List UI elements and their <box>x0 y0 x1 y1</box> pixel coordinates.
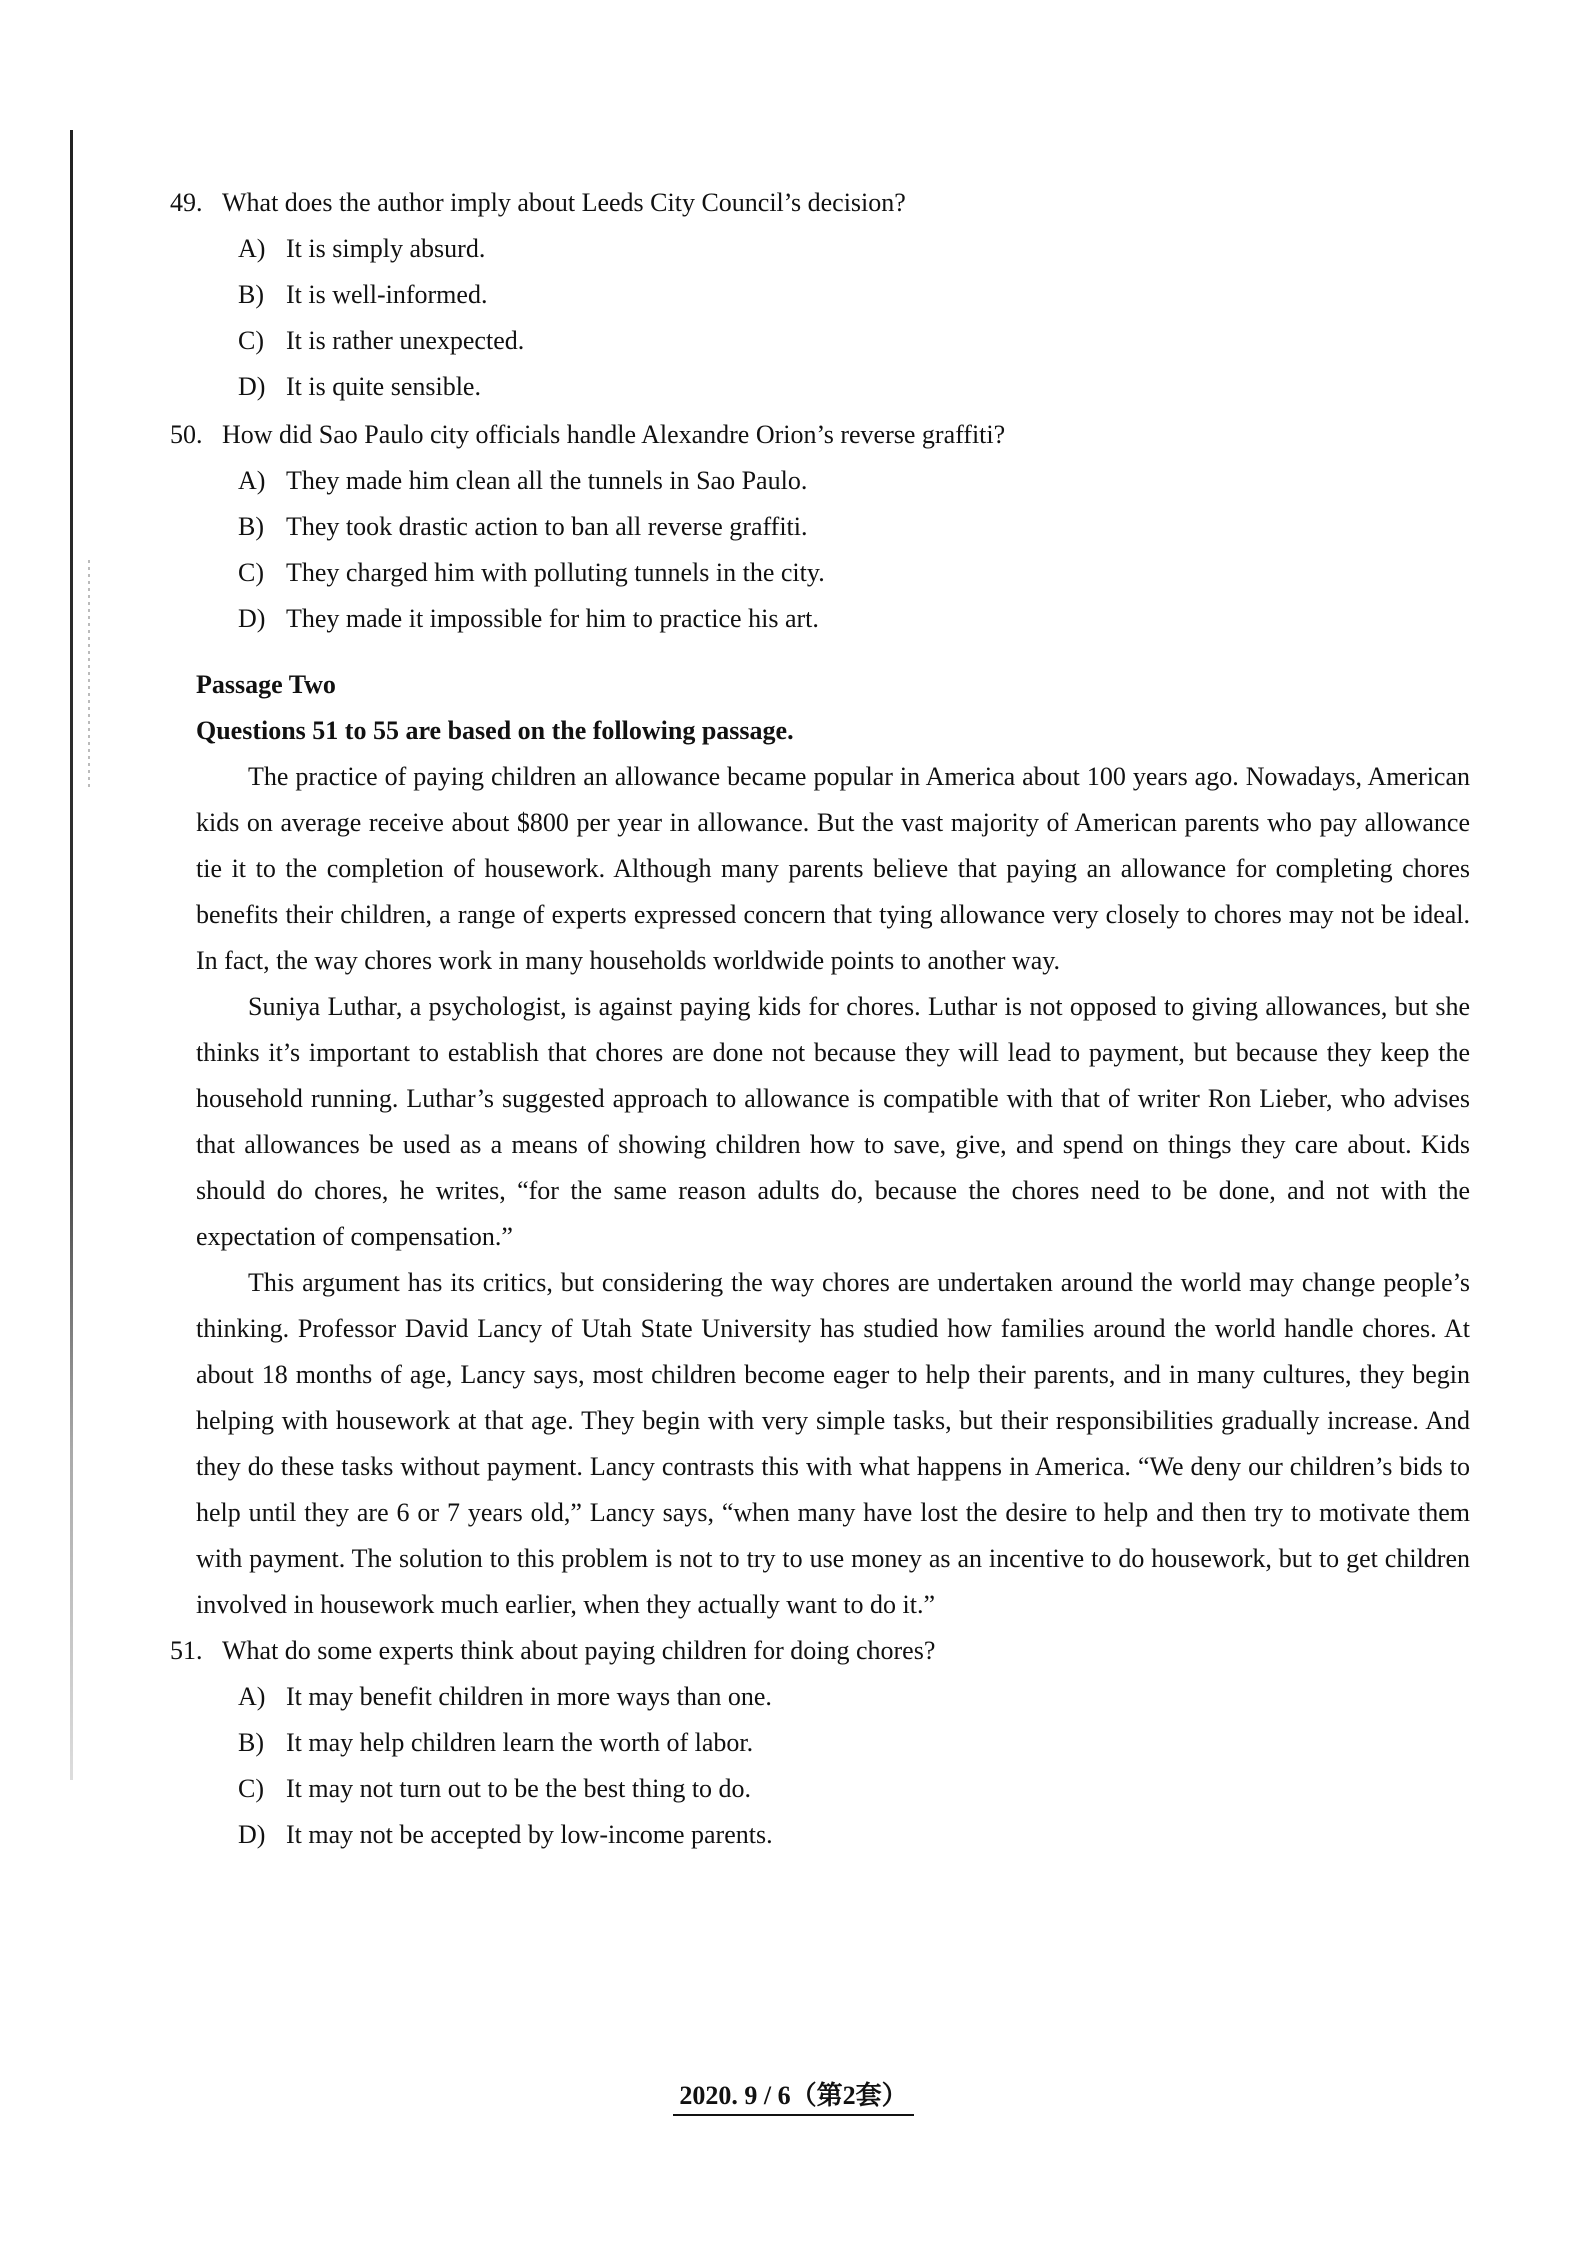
option-letter: A) <box>238 466 266 495</box>
option-text: It may not turn out to be the best thing to do. <box>286 1774 752 1803</box>
question-50 <box>170 412 1470 458</box>
passage-instruction: Questions 51 to 55 are based on the following passage. <box>196 716 794 745</box>
question-number: 50. <box>170 420 203 449</box>
question-49 <box>170 180 1470 226</box>
option-49-c <box>170 318 1470 364</box>
option-letter: A) <box>238 1682 266 1711</box>
passage-paragraph: This argument has its critics, but considering the way chores are undertaken around the world may change people’s thinking. Professor David Lancy of Utah State University has studied how families around the world handle chores. At about 18 months of age, Lancy says, most children become eager to help their parents, and in many cultures, they begin helping with housework at that age. They begin with very simple tasks, but their responsibilities gradually increase. And they do these tasks without payment. Lancy contrasts this with what happens in America. “We deny our children’s bids to help until they are 6 or 7 years old,” Lancy says, “when many have lost the desire to help and then try to motivate them with payment. The solution to this problem is not to try to use money as an incentive to do housework, but to get children involved in housework much earlier, when they actually want to do it.” <box>196 1268 1470 1619</box>
option-text: They took drastic action to ban all reverse graffiti. <box>286 512 808 541</box>
question-51 <box>170 1628 1470 1674</box>
passage-body <box>170 754 1470 1628</box>
question-text: How did Sao Paulo city officials handle Alexandre Orion’s reverse graffiti? <box>222 420 1006 449</box>
option-49-b <box>170 272 1470 318</box>
passage-paragraph: Suniya Luthar, a psychologist, is against paying kids for chores. Luthar is not opposed to giving allowances, but she thinks it’s important to establish that chores are done not because they will lead to payment, but because they keep the household running. Luthar’s suggested approach to allowance is compatible with that of writer Ron Lieber, who advises that allowances be used as a means of showing children how to save, give, and spend on things they care about. Kids should do chores, he writes, “for the same reason adults do, because the chores need to be done, and not with the expectation of compensation.” <box>196 992 1470 1251</box>
option-letter: C) <box>238 558 264 587</box>
option-text: It is rather unexpected. <box>286 326 525 355</box>
option-letter: C) <box>238 1774 264 1803</box>
question-text: What does the author imply about Leeds City Council’s decision? <box>222 188 906 217</box>
option-letter: B) <box>238 1728 264 1757</box>
option-text: It may benefit children in more ways than one. <box>286 1682 772 1711</box>
option-text: It may not be accepted by low-income parents. <box>286 1820 773 1849</box>
option-letter: D) <box>238 1820 266 1849</box>
question-number: 51. <box>170 1636 203 1665</box>
option-51-b <box>170 1720 1470 1766</box>
option-letter: D) <box>238 604 266 633</box>
option-text: It is well-informed. <box>286 280 488 309</box>
option-51-a <box>170 1674 1470 1720</box>
exam-page <box>170 180 1470 1858</box>
option-51-d <box>170 1812 1470 1858</box>
page-number: 2020. 9 / 6（第2套） <box>673 2075 913 2116</box>
option-50-d <box>170 596 1470 642</box>
scan-binding-edge <box>70 130 73 1780</box>
option-letter: C) <box>238 326 264 355</box>
option-50-b <box>170 504 1470 550</box>
option-49-d <box>170 364 1470 410</box>
passage-paragraph: The practice of paying children an allowance became popular in America about 100 years ago. Nowadays, American kids on average receive about $800 per year in allowance. But the vast majority of American parents who pay allowance tie it to the completion of housework. Although many parents believe that paying an allowance for completing chores benefits their children, a range of experts expressed concern that tying allowance very closely to chores may not be ideal. In fact, the way chores work in many households worldwide points to another way. <box>196 762 1470 975</box>
option-text: They made it impossible for him to practice his art. <box>286 604 819 633</box>
question-number: 49. <box>170 188 203 217</box>
passage-title: Passage Two <box>196 670 336 699</box>
option-51-c <box>170 1766 1470 1812</box>
option-letter: B) <box>238 280 264 309</box>
option-text: They made him clean all the tunnels in Sao Paulo. <box>286 466 808 495</box>
option-letter: D) <box>238 372 266 401</box>
option-text: It may help children learn the worth of labor. <box>286 1728 754 1757</box>
question-text: What do some experts think about paying children for doing chores? <box>222 1636 936 1665</box>
option-text: It is quite sensible. <box>286 372 481 401</box>
option-letter: B) <box>238 512 264 541</box>
option-50-c <box>170 550 1470 596</box>
option-letter: A) <box>238 234 266 263</box>
option-49-a <box>170 226 1470 272</box>
page-footer <box>0 2075 1587 2116</box>
option-text: They charged him with polluting tunnels in the city. <box>286 558 825 587</box>
option-text: It is simply absurd. <box>286 234 486 263</box>
option-50-a <box>170 458 1470 504</box>
scan-artifact <box>88 560 90 790</box>
